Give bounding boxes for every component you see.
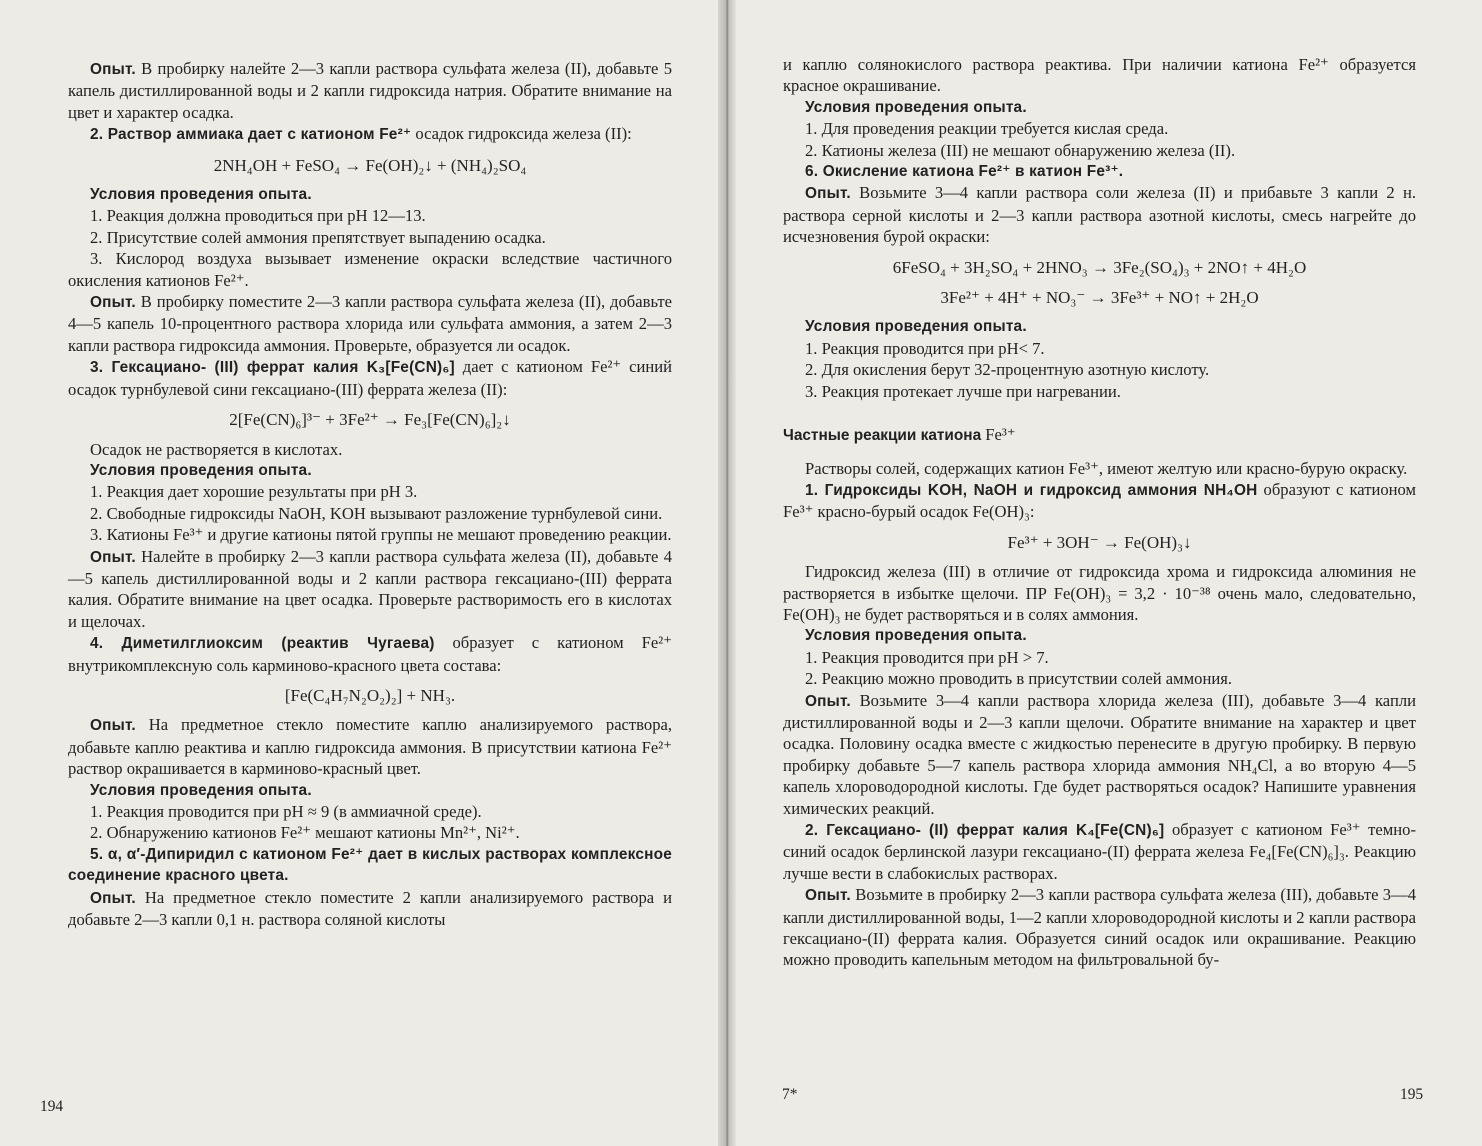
paragraph: Опыт. Возьмите в пробирку 2—3 капли раствора сульфата железа (III), добавьте 3—4 капли дистиллированной воды, 1—2 капли хлороводородной кислоты и 2 капли раствора гексациано-(II) феррата калия. Образуется синий осадок или окрашивание. Реакцию можно проводить капельным методом на фильтровальной бу-: [783, 885, 1416, 970]
condition-item: 3. Реакция протекает лучше при нагревании.: [805, 381, 1121, 401]
reaction-heading: 6. Окисление катиона Fe²⁺ в катион Fe³⁺.: [805, 163, 1124, 181]
paragraph: Опыт. В пробирку налейте 2—3 капли раствора сульфата железа (II), добавьте 5 капель дистиллированной воды и 2 капли гидроксида натрия. Обратите внимание на цвет и характер осадка.: [68, 59, 672, 122]
condition-item: 2. Свободные гидроксиды NaOH, KOH вызывают разложение турнбулевой сини.: [90, 503, 663, 523]
condition-item: 1. Для проведения реакции требуется кислая среда.: [805, 119, 1169, 139]
paragraph: Опыт. В пробирку поместите 2—3 капли раствора сульфата железа (II), добавьте 4—5 капель 10-процентного раствора хлорида или сульфата аммония, а затем 2—3 капли раствора гидроксида аммония. Проверьте, образуется ли осадок.: [68, 292, 672, 355]
equation: 6FeSO₄ + 3H₂SO₄ + 2HNO₃ → 3Fe₂(SO₄)₃ + 2NO↑ + 4H₂O: [892, 257, 1307, 277]
conditions-heading: Условия проведения опыта.: [90, 186, 312, 204]
equation: Fe³⁺ + 3OH⁻ → Fe(OH)₃↓: [1007, 532, 1192, 552]
conditions-heading: Условия проведения опыта.: [90, 461, 312, 479]
paragraph: 2. Гексациано- (II) феррат калия K₄[Fe(CN)₆] образует с катионом Fe³⁺ темно-синий осадок берлинской лазури гексациано-(II) феррата железа Fe₄[Fe(CN)₆]₃. Реакцию лучше вести в слабокислых растворах.: [783, 820, 1416, 883]
paragraph: Опыт. Возьмите 3—4 капли раствора соли железа (II) и прибавьте 3 капли 2 н. раствора серной кислоты и 2—3 капли раствора азотной кислоты, смесь нагрейте до исчезновения бурой окраски:: [783, 183, 1416, 247]
page-right: [727, 0, 1482, 1146]
paragraph: 3. Гексациано- (III) феррат калия K₃[Fe(CN)₆] дает с катионом Fe²⁺ синий осадок турнбулевой сини гексациано-(III) феррата железа (II):: [68, 357, 672, 399]
paragraph: Растворы солей, содержащих катион Fe³⁺, имеют желтую или красно-бурую окраску.: [805, 458, 1408, 478]
paragraph: Опыт. Возьмите 3—4 капли раствора хлорида железа (III), добавьте 3—4 капли дистиллированной воды и 2—3 капли щелочи. Обратите внимание на характер и цвет осадка. Половину осадка вместе с жидкостью перенесите в другую пробирку. В первую пробирку добавьте 5—7 капель раствора хлорида аммония NH₄Cl, а во вторую 4—5 капель хлороводородной кислоты. Где будет растворяться осадок? Напишите уравнения химических реакций.: [783, 690, 1416, 818]
page-number-right: 195: [1400, 1086, 1424, 1103]
paragraph: Опыт. Налейте в пробирку 2—3 капли раствора сульфата железа (II), добавьте 4—5 капель дистиллированной воды и 2 капли раствора гексациано-(III) феррата калия. Обратите внимание на цвет осадка. Проверьте растворимость его в кислотах и щелочах.: [68, 546, 672, 631]
condition-item: 3. Катионы Fe³⁺ и другие катионы пятой группы не мешают проведению реакции.: [90, 525, 672, 545]
paragraph: Опыт. На предметное стекло поместите 2 капли анализируемого раствора и добавьте 2—3 капли 0,1 н. раствора соляной кислоты: [68, 887, 672, 930]
condition-item: 1. Реакция проводится при pH ≈ 9 (в аммиачной среде).: [90, 802, 482, 821]
page-number-left: 194: [40, 1098, 64, 1115]
condition-item: 1. Реакция дает хорошие результаты при pH 3.: [90, 482, 418, 502]
reaction-heading: 5. α, α′-Дипиридил с катионом Fe²⁺ дает в кислых растворах комплексное соединение красного цвета.: [68, 845, 672, 885]
section-heading: Частные реакции катиона Fe³⁺: [783, 425, 1016, 445]
conditions-heading: Условия проведения опыта.: [90, 781, 312, 799]
condition-item: 1. Реакция проводится при pH > 7.: [805, 647, 1049, 667]
condition-item: 2. Реакцию можно проводить в присутствии солей аммония.: [805, 669, 1233, 689]
condition-item: 1. Реакция должна проводиться при pH 12—13.: [90, 206, 426, 226]
condition-item: 2. Катионы железа (III) не мешают обнаружению железа (II).: [805, 140, 1236, 160]
paragraph: и каплю солянокислого раствора реактива. При наличии катиона Fe²⁺ образуется красное окрашивание.: [783, 55, 1416, 96]
condition-item: 2. Обнаружению катионов Fe²⁺ мешают катионы Mn²⁺, Ni²⁺.: [90, 823, 520, 843]
equation: 3Fe²⁺ + 4H⁺ + NO₃⁻ → 3Fe³⁺ + NO↑ + 2H₂O: [940, 288, 1259, 308]
condition-item: 2. Присутствие солей аммония препятствует выпадению осадка.: [90, 227, 546, 247]
equation: [Fe(C₄H₇N₂O₂)₂] + NH₃.: [284, 685, 456, 705]
paragraph: Гидроксид железа (III) в отличие от гидроксида хрома и гидроксида алюминия не растворяется в избытке щелочи. ПР Fe(OH)₃ = 3,2 · 10⁻³⁸ очень мало, следовательно, Fe(OH)₃ не будет растворяться и в солях аммония.: [783, 562, 1416, 624]
condition-item: 2. Для окисления берут 32-процентную азотную кислоту.: [805, 360, 1210, 380]
paragraph: 4. Диметилглиоксим (реактив Чугаева) образует с катионом Fe²⁺ внутрикомплексную соль карминово-красного цвета состава:: [68, 633, 672, 675]
page-left: [0, 0, 724, 1146]
book-gutter: [718, 0, 736, 1146]
paragraph: Осадок не растворяется в кислотах.: [90, 439, 343, 459]
conditions-heading: Условия проведения опыта.: [805, 98, 1027, 116]
equation: 2NH₄OH + FeSO₄ → Fe(OH)₂↓ + (NH₄)₂SO₄: [213, 155, 527, 175]
paragraph: Опыт. На предметное стекло поместите каплю анализируемого раствора, добавьте каплю реактива и каплю гидроксида аммония. В присутствии катиона Fe²⁺ раствор окрашивается в карминово-красный цвет.: [68, 715, 672, 779]
conditions-heading: Условия проведения опыта.: [805, 627, 1027, 645]
condition-item: 3. Кислород воздуха вызывает изменение окраски вследствие частичного окисления катионов Fe²⁺.: [68, 249, 672, 290]
condition-item: 1. Реакция проводится при pH< 7.: [805, 338, 1045, 358]
conditions-heading: Условия проведения опыта.: [805, 318, 1027, 336]
paragraph: 2. Раствор аммиака дает с катионом Fe²⁺ осадок гидроксида железа (II):: [90, 124, 632, 144]
equation: 2[Fe(CN)₆]³⁻ + 3Fe²⁺ → Fe₃[Fe(CN)₆]₂↓: [229, 410, 511, 430]
paragraph: 1. Гидроксиды KOH, NaOH и гидроксид аммония NH₄OH образуют с катионом Fe³⁺ красно-бурый осадок Fe(OH)₃:: [783, 479, 1416, 522]
signature-mark: 7*: [782, 1086, 798, 1103]
